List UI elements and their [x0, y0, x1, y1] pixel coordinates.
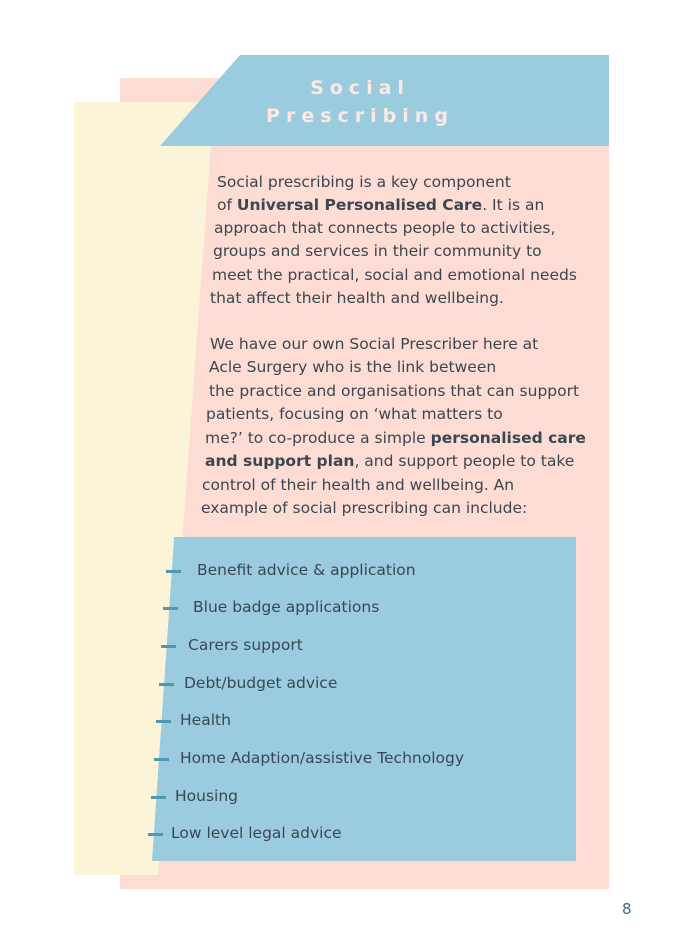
list-bullet-dash	[166, 570, 181, 573]
support-plan-bold: and support plan	[205, 452, 355, 470]
intro-line-2-post: . It is an	[482, 196, 545, 214]
list-bullet-dash	[161, 645, 176, 648]
prescriber-line-8: example of social prescribing can include:	[201, 499, 528, 517]
prescriber-line-3: the practice and organisations that can support	[209, 382, 580, 400]
list-bullet-dash	[148, 833, 163, 836]
prescriber-line-6	[205, 450, 574, 474]
prescriber-line-7: control of their health and wellbeing. An	[202, 476, 515, 494]
prescriber-line-2: Acle Surgery who is the link between	[209, 358, 497, 376]
list-item: Benefit advice & application	[197, 561, 416, 579]
list-bullet-dash	[159, 683, 174, 686]
list-bullet-dash	[154, 758, 169, 761]
universal-personalised-care-bold: Universal Personalised Care	[236, 196, 483, 214]
prescriber-line-5	[205, 427, 586, 451]
intro-line-3: approach that connects people to activities,	[214, 219, 556, 237]
list-bullet-dash	[156, 720, 171, 723]
list-item: Housing	[175, 787, 239, 805]
list-item: Home Adaption/assistive Technology	[180, 749, 464, 767]
list-item: Health	[180, 711, 231, 729]
examples-list-box	[177, 537, 576, 861]
list-bullet-dash	[151, 796, 166, 799]
prescriber-line-5-pre: me?’ to co-produce a simple	[205, 429, 431, 447]
list-item: Carers support	[188, 636, 303, 654]
personalised-care-bold: personalised care	[430, 429, 586, 447]
intro-line-4: groups and services in their community to	[213, 242, 542, 260]
list-item: Low level legal advice	[171, 824, 342, 842]
prescriber-line-4: patients, focusing on ‘what matters to	[206, 405, 503, 423]
page-title	[240, 74, 480, 130]
intro-line-6: that affect their health and wellbeing.	[210, 289, 504, 307]
intro-line-1: Social prescribing is a key component	[217, 173, 511, 191]
intro-line-5: meet the practical, social and emotional needs	[212, 266, 577, 284]
list-item: Blue badge applications	[193, 598, 380, 616]
list-item: Debt/budget advice	[184, 674, 338, 692]
intro-line-2-pre: of	[217, 196, 237, 214]
prescriber-line-1: We have our own Social Prescriber here at	[210, 335, 539, 353]
prescriber-line-6-post: , and support people to take	[354, 452, 575, 470]
intro-line-2	[217, 194, 544, 218]
list-bullet-dash	[163, 607, 178, 610]
title-line-1: Social	[310, 77, 410, 99]
page-number: 8	[622, 900, 632, 918]
title-line-2: Prescribing	[266, 105, 454, 127]
